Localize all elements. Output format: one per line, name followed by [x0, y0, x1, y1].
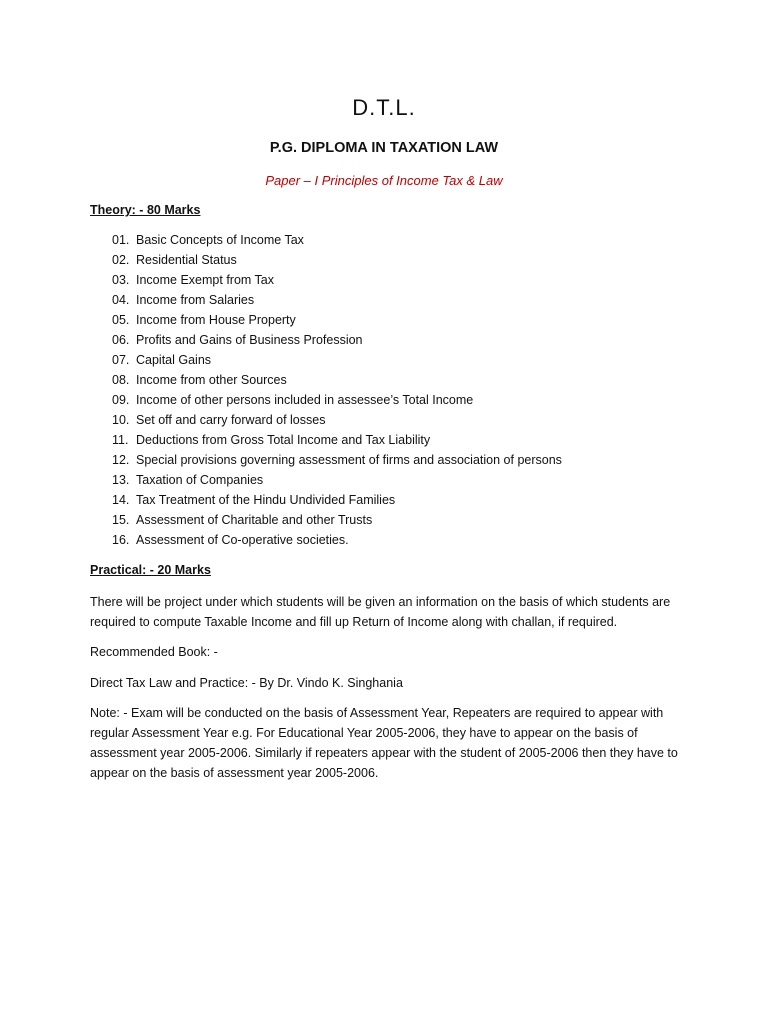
topic-list	[112, 232, 562, 552]
document-subtitle: P.G. DIPLOMA IN TAXATION LAW	[269, 140, 499, 156]
list-item-number: 07.	[112, 353, 130, 367]
list-item-text: Assessment of Charitable and other Trusts	[136, 513, 373, 527]
list-item-text: Assessment of Co-operative societies.	[136, 533, 349, 547]
list-item-number: 12.	[112, 453, 130, 467]
list-item-number: 10.	[112, 413, 130, 427]
practical-heading: Practical: - 20 Marks	[90, 563, 211, 577]
list-item	[112, 312, 562, 332]
list-item-number: 15.	[112, 513, 130, 527]
list-item-number: 02.	[112, 253, 130, 267]
list-item-number: 14.	[112, 493, 130, 507]
paper-title: Paper – I Principles of Income Tax & Law	[265, 173, 503, 188]
list-item	[112, 232, 562, 252]
list-item-text: Taxation of Companies	[136, 473, 264, 487]
exam-note: Note: - Exam will be conducted on the basis of Assessment Year, Repeaters are required to appear with regular Assessment Year e.g. For Educational Year 2005-2006, they have to appear on the basis of assessment year 2005-2006. Similarly if repeaters appear with the student of 2005-2006 then they have to appear on the basis of assessment year 2005-2006.	[90, 706, 678, 780]
list-item-number: 13.	[112, 473, 130, 487]
recommended-book-title: Direct Tax Law and Practice: - By Dr. Vindo K. Singhania	[90, 676, 403, 690]
list-item-text: Income from other Sources	[136, 373, 287, 387]
list-item-number: 09.	[112, 393, 130, 407]
list-item	[112, 392, 562, 412]
list-item	[112, 352, 562, 372]
list-item	[112, 372, 562, 392]
list-item-number: 08.	[112, 373, 130, 387]
list-item-text: Income from Salaries	[136, 293, 255, 307]
theory-heading: Theory: - 80 Marks	[90, 203, 201, 217]
list-item	[112, 332, 562, 352]
recommended-book-label: Recommended Book: -	[90, 645, 218, 659]
list-item	[112, 272, 562, 292]
list-item	[112, 452, 562, 472]
list-item-text: Basic Concepts of Income Tax	[136, 233, 304, 247]
list-item-number: 16.	[112, 533, 130, 547]
list-item-text: Income Exempt from Tax	[136, 273, 275, 287]
list-item	[112, 492, 562, 512]
list-item-text: Special provisions governing assessment of firms and association of persons	[136, 453, 562, 467]
list-item-text: Tax Treatment of the Hindu Undivided Families	[136, 493, 396, 507]
list-item-number: 03.	[112, 273, 130, 287]
list-item-text: Capital Gains	[136, 353, 212, 367]
list-item-number: 06.	[112, 333, 130, 347]
list-item-number: 11.	[112, 433, 129, 447]
practical-description: There will be project under which students will be given an information on the basis of which students are required to compute Taxable Income and fill up Return of Income along with challan, if required.	[90, 595, 671, 629]
document-title: D.T.L.	[352, 95, 416, 120]
list-item	[112, 412, 562, 432]
list-item	[112, 532, 562, 552]
list-item-text: Income of other persons included in assessee’s Total Income	[136, 393, 474, 407]
list-item	[112, 472, 562, 492]
list-item-text: Set off and carry forward of losses	[136, 413, 326, 427]
list-item	[112, 432, 562, 452]
list-item	[112, 292, 562, 312]
list-item-text: Profits and Gains of Business Profession	[136, 333, 363, 347]
list-item-number: 01.	[112, 233, 130, 247]
list-item-text: Deductions from Gross Total Income and Tax Liability	[136, 433, 431, 447]
list-item	[112, 252, 562, 272]
list-item-number: 04.	[112, 293, 130, 307]
list-item-text: Residential Status	[136, 253, 237, 267]
list-item	[112, 512, 562, 532]
list-item-number: 05.	[112, 313, 130, 327]
list-item-text: Income from House Property	[136, 313, 296, 327]
